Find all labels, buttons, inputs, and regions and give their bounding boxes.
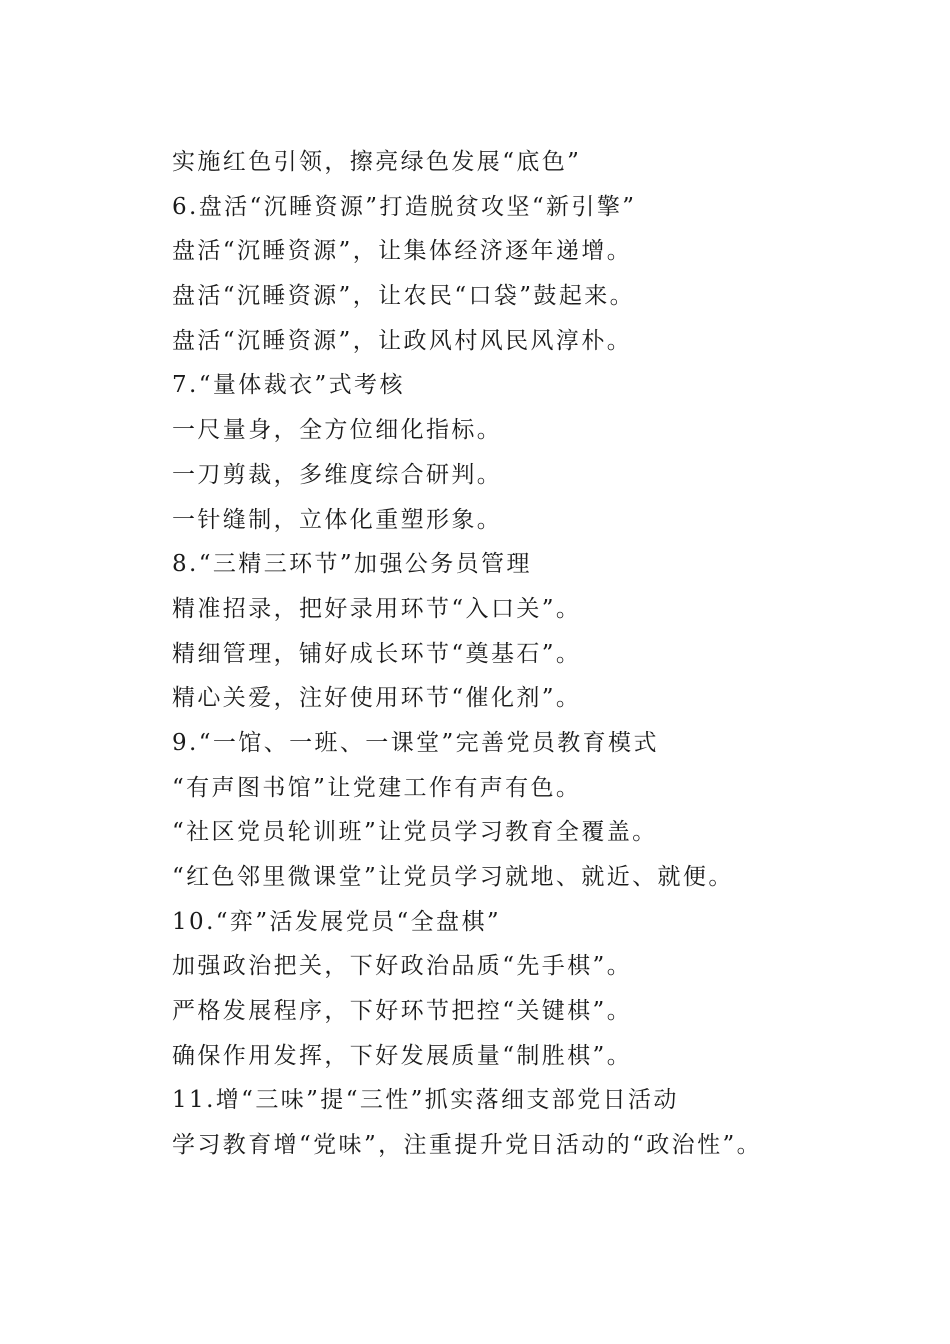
paragraph-line: 严格发展程序，下好环节把控“关键棋”。 [172,998,633,1025]
paragraph-line: 精准招录，把好录用环节“入口关”。 [172,595,582,622]
section-heading-7: 7.“量体裁衣”式考核 [172,372,405,399]
paragraph-line: 盘活“沉睡资源”，让集体经济逐年递增。 [172,238,633,265]
section-heading-8: 8.“三精三环节”加强公务员管理 [172,551,532,578]
paragraph-line: 一刀剪裁，多维度综合研判。 [172,461,503,488]
paragraph-line: 一尺量身，全方位细化指标。 [172,417,503,444]
section-heading-11: 11.增“三味”提“三性”抓实落细支部党日活动 [172,1087,679,1114]
paragraph-line: 盘活“沉睡资源”，让农民“口袋”鼓起来。 [172,283,636,310]
section-heading-10: 10.“弈”活发展党员“全盘棋” [172,908,502,935]
paragraph-line: 学习教育增“党味”，注重提升党日活动的“政治性”。 [172,1132,763,1159]
paragraph-line: 加强政治把关，下好政治品质“先手棋”。 [172,953,633,980]
paragraph-line: “社区党员轮训班”让党员学习教育全覆盖。 [172,819,658,846]
paragraph-line: “红色邻里微课堂”让党员学习就地、就近、就便。 [172,864,734,890]
document-body [172,140,872,1168]
section-heading-9: 9.“一馆、一班、一课堂”完善党员教育模式 [172,729,659,756]
subheading-line: 实施红色引领，擦亮绿色发展“底色” [172,149,582,175]
paragraph-line: 精心关爱，注好使用环节“催化剂”。 [172,685,582,712]
paragraph-line: 精细管理，铺好成长环节“奠基石”。 [172,640,582,667]
paragraph-line: 一针缝制，立体化重塑形象。 [172,506,503,533]
paragraph-line: 确保作用发挥，下好发展质量“制胜棋”。 [172,1042,633,1069]
paragraph-line: 盘活“沉睡资源”，让政风村风民风淳朴。 [172,327,633,354]
section-heading-6: 6.盘活“沉睡资源”打造脱贫攻坚“新引擎” [172,193,637,220]
paragraph-line: “有声图书馆”让党建工作有声有色。 [172,774,582,801]
